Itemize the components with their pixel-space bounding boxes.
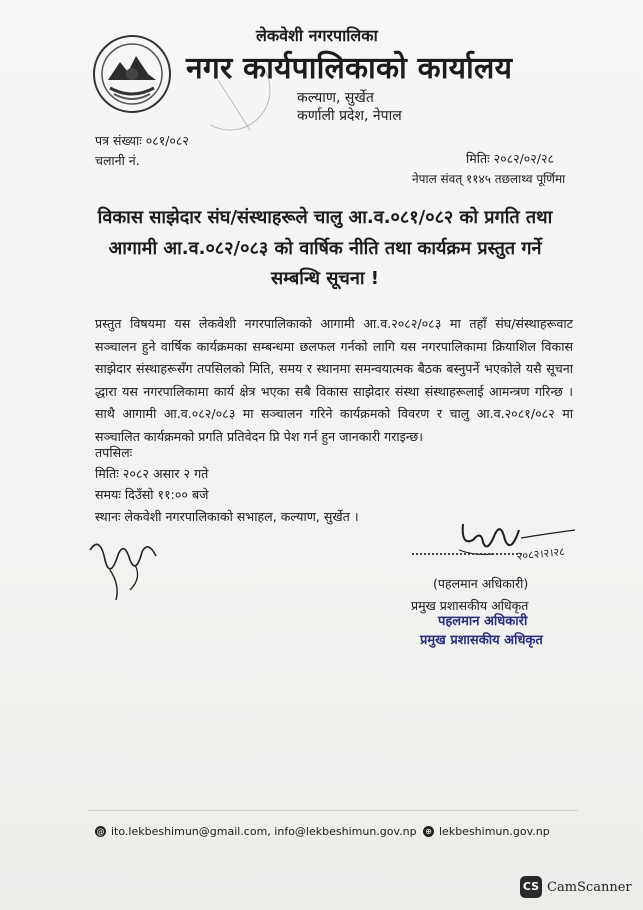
signer-name: (पहलमान अधिकारी) <box>433 576 529 591</box>
official-stamp-name: पहलमान अधिकारी <box>438 614 528 629</box>
official-stamp-title: प्रमुख प्रशासकीय अधिकृत <box>420 633 543 648</box>
nepal-samvat-date: नेपाल संवत् ११४५ तछलाथ्व पूर्णिमा <box>412 172 566 186</box>
camscanner-watermark <box>520 876 632 898</box>
footer-website <box>423 825 550 838</box>
subject-line-2: आगामी आ.व.०८२/०८३ को वार्षिक नीति तथा कार्यक्रम प्रस्तुत गर्ने <box>108 238 542 259</box>
dispatch-number: चलानी नं. <box>95 153 140 168</box>
government-emblem-logo <box>88 30 176 120</box>
subject-line-3: सम्बन्धि सूचना ! <box>270 268 379 289</box>
office-name: नगर कार्यपालिकाको कार्यालय <box>186 51 513 86</box>
meeting-time: समयः दिउँसो ११:०० बजे <box>95 487 209 502</box>
camscanner-badge: CS <box>520 876 542 898</box>
body-paragraph <box>95 313 573 449</box>
svg-text:२०८२।२।२८: २०८२।२।२८ <box>515 544 566 563</box>
meeting-date: मितिः २०८२ असार २ गते <box>95 466 209 481</box>
footer-contact <box>95 825 417 838</box>
handwritten-initial-signature <box>80 530 170 610</box>
globe-icon: ⊕ <box>423 826 434 837</box>
body-text: प्रस्तुत विषयमा यस लेकवेशी नगरपालिकाको आगामी आ.व.२०८२/०८३ मा तहाँ संघ/संस्थाहरूवाट सञ्चालन हुने वार्षिक कार्यक्रमका सम्बन्धमा छलफल गर्नको लागि यस नगरपालिकामा क्रियाशिल विकास साझेदार संस्थाहरूसँग तपसिलको मिति, समय र स्थानमा समन्वयात्मक बैठक बस्नुपर्ने भएकोले यसै सूचना द्धारा यस नगरपालिकामा कार्य क्षेत्र भएका सबै विकास साझेदार संस्था संस्थाहरूलाई आमन्त्रण गरिन्छ । साथै आगामी आ.व.०८२/०८३ मा सञ्चालन गरिने कार्यक्रमको विवरण र चालु आ.व.२०८१/०८२ मा सञ्चालित कार्यक्रमको प्रगति प्रतिवेदन प्नि पेश गर्न हुन जानकारी गराइन्छ। <box>95 316 573 444</box>
meeting-place: स्थानः लेकवेशी नगरपालिकाको सभाहल, कल्याण, सुर्खेत । <box>95 509 359 524</box>
address-line-1: कल्याण, सुर्खेत <box>297 90 374 106</box>
council-name: लेकवेशी नगरपालिका <box>256 26 378 45</box>
reference-number: पत्र संख्याः ०८१/०८२ <box>95 133 189 148</box>
footer-emails: ito.lekbeshimun@gmail.com, info@lekbeshimun.gov.np <box>111 825 417 838</box>
officer-signature <box>455 510 585 570</box>
signer-title: प्रमुख प्रशासकीय अधिकृत <box>411 598 529 613</box>
signature-line <box>412 553 522 555</box>
details-heading: तपसिलः <box>95 445 133 460</box>
footer-website-url: lekbeshimun.gov.np <box>439 825 550 838</box>
camscanner-label: CamScanner <box>547 879 632 895</box>
address-line-2: कर्णाली प्रदेश, नेपाल <box>297 108 402 124</box>
subject-line-1: विकास साझेदार संघ/संस्थाहरूले चालु आ.व.०८१/०८२ को प्रगति तथा <box>97 207 553 228</box>
letter-date: मितिः २०८२/०२/२८ <box>466 151 554 166</box>
footer-divider <box>88 810 578 811</box>
at-icon: @ <box>96 827 105 836</box>
